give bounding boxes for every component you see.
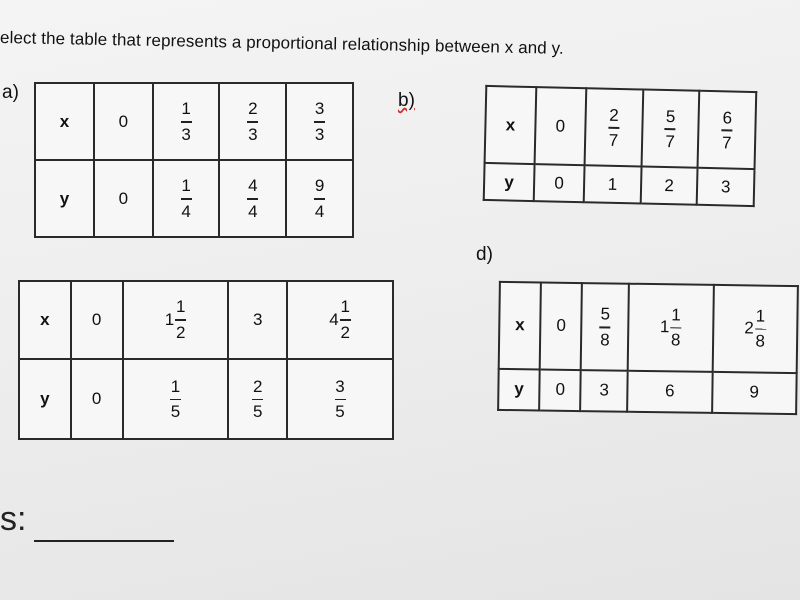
table-cell xyxy=(228,359,287,439)
mixed-number xyxy=(181,177,192,220)
denominator: 3 xyxy=(314,124,325,144)
instruction-text: elect the table that represents a proportional relationship between x and y. xyxy=(0,28,565,58)
fraction-bar xyxy=(665,128,676,130)
mixed-number xyxy=(252,378,263,421)
table-b-label: b) xyxy=(398,90,415,111)
fraction-bar xyxy=(340,319,351,321)
table-cell xyxy=(581,370,628,412)
table-cell xyxy=(539,369,581,411)
denominator: 7 xyxy=(721,133,732,153)
table-a xyxy=(34,82,354,238)
table-cell xyxy=(153,160,220,237)
table-cell xyxy=(94,160,153,237)
denominator: 5 xyxy=(335,402,345,422)
row-header-y: y xyxy=(484,163,535,201)
fraction-bar xyxy=(608,127,619,129)
cell-value: 3 xyxy=(599,380,610,400)
fraction-bar xyxy=(314,198,325,200)
table-row-y xyxy=(35,160,353,237)
fraction xyxy=(608,106,620,149)
table-cell xyxy=(628,284,714,372)
table-row-x xyxy=(35,83,353,160)
mixed-number xyxy=(314,177,325,220)
table-a-label: a) xyxy=(2,82,19,103)
mixed-number xyxy=(329,298,350,341)
table-cell xyxy=(698,91,756,169)
numerator: 2 xyxy=(248,99,258,119)
table-cell xyxy=(219,160,286,237)
denominator: 7 xyxy=(608,130,619,150)
cell-value: 1 xyxy=(607,174,618,194)
numerator: 1 xyxy=(175,297,186,317)
cell-value: 6 xyxy=(664,381,675,401)
table-cell xyxy=(228,281,287,359)
table-cell xyxy=(71,359,123,439)
numerator: 2 xyxy=(609,105,619,125)
numerator: 2 xyxy=(253,376,263,396)
numerator: 9 xyxy=(314,176,325,196)
fraction xyxy=(664,108,676,151)
cell-value: 0 xyxy=(555,380,566,400)
whole-part: 4 xyxy=(329,310,339,330)
numerator: 1 xyxy=(181,176,191,196)
denominator: 5 xyxy=(170,402,181,422)
table-cell xyxy=(286,83,353,160)
numerator: 1 xyxy=(671,305,681,325)
fraction xyxy=(314,177,325,220)
denominator: 8 xyxy=(600,329,610,350)
denominator: 4 xyxy=(248,201,258,221)
fraction xyxy=(175,298,186,341)
denominator: 3 xyxy=(181,124,191,144)
row-header-y: y xyxy=(35,160,94,237)
numerator: 1 xyxy=(181,99,191,119)
fraction xyxy=(670,306,682,349)
table-row-y xyxy=(19,359,393,439)
fraction-bar xyxy=(314,121,325,123)
table-row-x xyxy=(485,86,757,169)
cell-value: 0 xyxy=(118,111,129,131)
fraction xyxy=(170,378,181,421)
mixed-number xyxy=(660,306,682,349)
table-cell xyxy=(697,168,755,206)
numerator: 4 xyxy=(248,176,258,196)
mixed-number xyxy=(599,306,611,349)
table-row-x xyxy=(499,282,798,373)
fraction xyxy=(252,378,263,421)
table-row-x xyxy=(19,281,393,359)
mixed-number xyxy=(608,106,620,149)
numerator: 3 xyxy=(314,99,325,119)
fraction xyxy=(181,100,192,143)
mixed-number xyxy=(181,100,192,143)
table-cell xyxy=(540,283,582,370)
cell-value: 0 xyxy=(555,116,566,136)
table-cell xyxy=(123,281,229,359)
numerator: 1 xyxy=(340,297,350,317)
cell-value: 0 xyxy=(91,310,102,330)
fraction-bar xyxy=(170,399,181,401)
table-cell xyxy=(94,83,153,160)
cell-value: 9 xyxy=(749,382,760,402)
fraction xyxy=(181,177,192,220)
table-cell xyxy=(585,88,643,166)
table-c xyxy=(18,280,394,440)
numerator: 6 xyxy=(722,107,733,128)
fraction-bar xyxy=(181,121,192,123)
table-row-y xyxy=(484,163,755,206)
row-header-x: x xyxy=(499,282,541,369)
denominator: 2 xyxy=(340,322,350,342)
cell-value: 3 xyxy=(253,310,263,330)
fraction xyxy=(247,177,258,220)
whole-part: 1 xyxy=(164,310,175,330)
table-cell xyxy=(627,370,712,412)
fraction-bar xyxy=(755,328,766,330)
table-cell xyxy=(712,372,797,414)
table-cell xyxy=(534,164,585,202)
mixed-number xyxy=(721,109,733,152)
cell-value: 3 xyxy=(720,176,731,197)
fraction xyxy=(247,100,258,143)
cell-value: 2 xyxy=(664,175,675,195)
answer-blank-line[interactable] xyxy=(34,540,174,542)
fraction xyxy=(340,298,351,341)
mixed-number xyxy=(314,100,325,143)
table-row-y xyxy=(498,369,797,414)
mixed-number xyxy=(247,100,258,143)
denominator: 5 xyxy=(253,402,263,422)
table-cell xyxy=(219,83,286,160)
fraction-bar xyxy=(335,399,346,401)
denominator: 3 xyxy=(248,124,258,144)
denominator: 8 xyxy=(755,331,765,351)
denominator: 4 xyxy=(181,201,191,221)
mixed-number xyxy=(664,108,676,151)
mixed-number xyxy=(165,298,186,341)
mixed-number xyxy=(170,378,181,421)
table-cell xyxy=(287,281,393,359)
denominator: 8 xyxy=(670,330,681,350)
denominator: 7 xyxy=(665,131,676,152)
fraction xyxy=(314,100,325,143)
fraction-bar xyxy=(181,198,192,200)
table-d xyxy=(497,281,799,415)
numerator: 5 xyxy=(665,106,676,126)
fraction xyxy=(335,378,346,421)
row-header-x: x xyxy=(19,281,71,359)
fraction-bar xyxy=(247,121,258,123)
whole-part: 1 xyxy=(659,317,670,337)
answer-label: s: xyxy=(0,500,27,538)
whole-part: 2 xyxy=(744,318,754,338)
fraction-bar xyxy=(670,327,681,329)
cell-value: 0 xyxy=(556,316,567,336)
row-header-x: x xyxy=(485,86,537,164)
fraction-bar xyxy=(247,198,258,200)
fraction xyxy=(721,109,733,152)
table-cell xyxy=(584,165,641,203)
numerator: 5 xyxy=(600,304,611,324)
table-cell xyxy=(640,167,697,205)
table-cell xyxy=(641,90,699,168)
table-cell xyxy=(153,83,220,160)
fraction-bar xyxy=(600,326,611,328)
fraction-bar xyxy=(175,319,186,321)
table-cell xyxy=(123,359,229,439)
row-header-y: y xyxy=(498,369,540,411)
mixed-number xyxy=(247,177,258,220)
fraction-bar xyxy=(252,399,263,401)
table-cell xyxy=(712,285,798,373)
cell-value: 0 xyxy=(91,389,102,409)
fraction xyxy=(754,307,766,350)
table-cell xyxy=(286,160,353,237)
table-cell xyxy=(581,283,629,370)
table-cell xyxy=(71,281,123,359)
cell-value: 0 xyxy=(554,173,565,193)
row-header-x: x xyxy=(35,83,94,160)
denominator: 2 xyxy=(175,322,186,342)
mixed-number xyxy=(335,378,346,421)
numerator: 1 xyxy=(170,376,181,396)
table-cell xyxy=(287,359,393,439)
numerator: 1 xyxy=(755,306,766,326)
cell-value: 0 xyxy=(118,188,129,208)
fraction xyxy=(599,306,611,349)
table-b xyxy=(483,85,758,207)
table-cell xyxy=(535,87,587,165)
table-d-label: d) xyxy=(476,244,493,265)
numerator: 3 xyxy=(335,376,345,396)
mixed-number xyxy=(744,307,766,350)
row-header-y: y xyxy=(19,359,71,439)
denominator: 4 xyxy=(314,201,325,221)
fraction-bar xyxy=(722,130,733,132)
